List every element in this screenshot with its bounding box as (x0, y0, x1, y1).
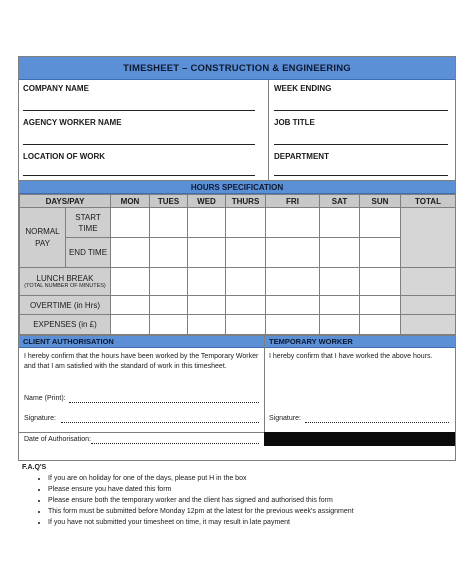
expenses-cell[interactable] (360, 315, 401, 335)
week-ending-field[interactable] (274, 110, 448, 111)
end-time-cell[interactable] (111, 238, 150, 268)
total-header: TOTAL (401, 195, 456, 208)
job-title-field[interactable] (274, 144, 448, 145)
lunch-break-cell[interactable] (226, 268, 266, 296)
lunch-break-label-cell (20, 268, 111, 296)
start-time-cell[interactable] (360, 208, 401, 238)
start-time-cell[interactable] (111, 208, 150, 238)
company-name-field[interactable] (23, 110, 255, 111)
expenses-cell[interactable] (188, 315, 226, 335)
end-time-cell[interactable] (266, 238, 320, 268)
lunch-break-total-cell[interactable] (401, 268, 456, 296)
temporary-worker-heading: TEMPORARY WORKER (264, 336, 455, 348)
start-time-cell[interactable] (188, 208, 226, 238)
date-of-authorisation-field[interactable] (91, 443, 259, 444)
agency-worker-name-label: AGENCY WORKER NAME (23, 118, 122, 127)
end-time-cell[interactable] (320, 238, 360, 268)
lunch-break-cell[interactable] (111, 268, 150, 296)
client-signature-field[interactable] (61, 422, 259, 423)
expenses-cell[interactable] (320, 315, 360, 335)
end-time-cell[interactable] (150, 238, 188, 268)
location-of-work-label: LOCATION OF WORK (23, 152, 106, 161)
hours-specification-heading: HOURS SPECIFICATION (19, 181, 455, 194)
date-divider (19, 432, 264, 433)
overtime-cell[interactable] (188, 296, 226, 315)
form-title: TIMESHEET – CONSTRUCTION & ENGINEERING (19, 57, 455, 80)
faq-section (22, 462, 452, 528)
client-name-field[interactable] (69, 402, 259, 403)
start-time-cell[interactable] (226, 208, 266, 238)
client-authorisation-heading: CLIENT AUTHORISATION (19, 336, 264, 348)
overtime-label: OVERTIME (in Hrs) (20, 296, 111, 315)
end-time-cell[interactable] (226, 238, 266, 268)
agency-worker-name-field[interactable] (23, 144, 255, 145)
faq-heading: F.A.Q'S (22, 464, 47, 471)
expenses-cell[interactable] (111, 315, 150, 335)
blacked-out-box (264, 432, 455, 446)
overtime-cell[interactable] (320, 296, 360, 315)
company-name-label: COMPANY NAME (23, 84, 89, 93)
expenses-cell[interactable] (266, 315, 320, 335)
lunch-break-cell[interactable] (360, 268, 401, 296)
lunch-break-cell[interactable] (150, 268, 188, 296)
client-name-label: Name (Print): (24, 395, 66, 402)
faq-item: • This form must be submitted before Monday 12pm at the latest for the previous week's assignment (48, 506, 452, 517)
faq-list (22, 473, 452, 528)
overtime-cell[interactable] (360, 296, 401, 315)
client-confirmation-text: I hereby confirm that the hours have been worked by the Temporary Worker and that I am satisfied with the standard of work in this timesheet. (24, 353, 259, 370)
end-time-label: END TIME (66, 238, 111, 268)
start-time-cell[interactable] (320, 208, 360, 238)
expenses-label: EXPENSES (in £) (20, 315, 111, 335)
department-field[interactable] (274, 175, 448, 176)
overtime-cell[interactable] (150, 296, 188, 315)
faq-item: • If you are on holiday for one of the days, please put H in the box (48, 473, 452, 484)
faq-item: • If you have not submitted your timesheet on time, it may result in late payment (48, 517, 452, 528)
authorisation-divider (264, 336, 265, 446)
normal-pay-label: NORMAL PAY (20, 208, 66, 268)
day-header-sun: SUN (360, 195, 401, 208)
worker-confirmation-text: I hereby confirm that I have worked the above hours. (269, 353, 433, 360)
expenses-cell[interactable] (150, 315, 188, 335)
authorisation-section (19, 335, 455, 460)
job-title-label: JOB TITLE (274, 118, 315, 127)
overtime-cell[interactable] (226, 296, 266, 315)
client-signature-label: Signature: (24, 415, 56, 422)
overtime-cell[interactable] (111, 296, 150, 315)
location-of-work-field[interactable] (23, 175, 255, 176)
day-header-sat: SAT (320, 195, 360, 208)
end-time-cell[interactable] (360, 238, 401, 268)
info-divider (268, 80, 269, 180)
expenses-total-cell[interactable] (401, 315, 456, 335)
overtime-total-cell[interactable] (401, 296, 456, 315)
day-header-mon: MON (111, 195, 150, 208)
lunch-break-cell[interactable] (320, 268, 360, 296)
lunch-break-cell[interactable] (266, 268, 320, 296)
day-header-thurs: THURS (226, 195, 266, 208)
days-pay-header: DAYS/PAY (20, 195, 111, 208)
start-time-cell[interactable] (266, 208, 320, 238)
start-time-label: START TIME (66, 208, 111, 238)
lunch-break-note: (TOTAL NUMBER OF MINUTES) (24, 282, 106, 289)
hours-table (19, 194, 456, 335)
overtime-cell[interactable] (266, 296, 320, 315)
worker-signature-label: Signature: (269, 415, 301, 422)
date-of-authorisation-label: Date of Authorisation: (24, 436, 91, 443)
worker-signature-field[interactable] (305, 422, 449, 423)
day-header-wed: WED (188, 195, 226, 208)
lunch-break-label: LUNCH BREAK (36, 273, 94, 283)
normal-pay-total-cell[interactable] (401, 208, 456, 268)
faq-item: • Please ensure both the temporary worker and the client has signed and authorised this form (48, 495, 452, 506)
day-header-fri: FRI (266, 195, 320, 208)
end-time-cell[interactable] (188, 238, 226, 268)
timesheet-form (18, 56, 456, 461)
faq-item: • Please ensure you have dated this form (48, 484, 452, 495)
week-ending-label: WEEK ENDING (274, 84, 332, 93)
start-time-cell[interactable] (150, 208, 188, 238)
expenses-cell[interactable] (226, 315, 266, 335)
worker-info-section (19, 80, 455, 181)
lunch-break-cell[interactable] (188, 268, 226, 296)
department-label: DEPARTMENT (274, 152, 329, 161)
day-header-tues: TUES (150, 195, 188, 208)
